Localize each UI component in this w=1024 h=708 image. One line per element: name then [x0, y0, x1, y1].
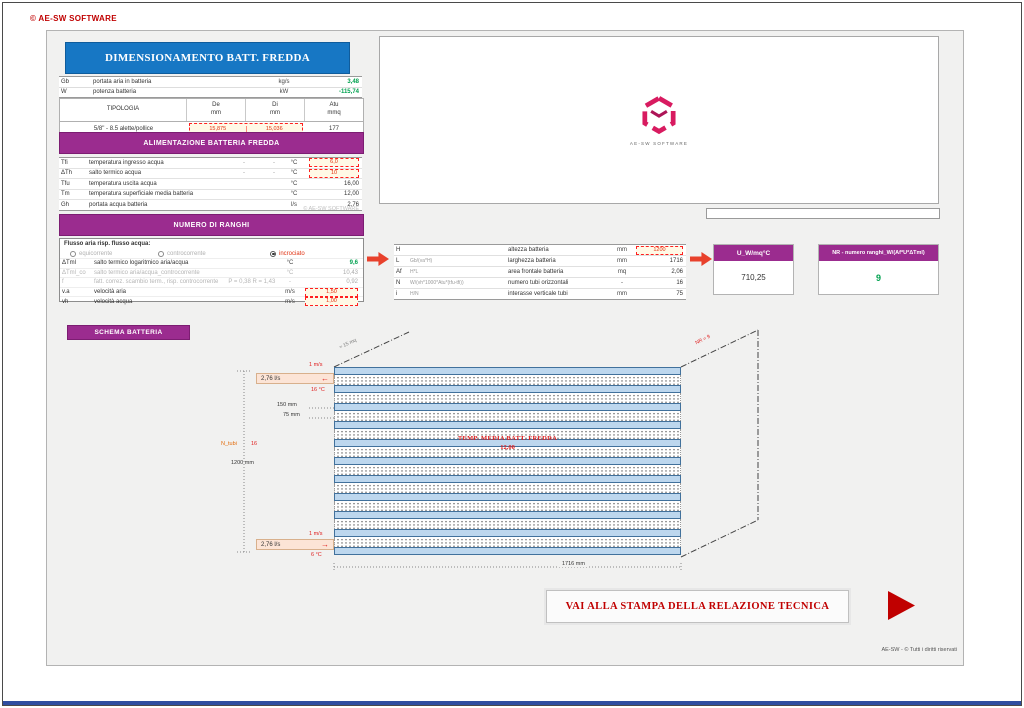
tipologia-row-label: 5/8" - 8.5 alette/pollice	[93, 126, 154, 132]
footer-copyright: AE-SW - © Tutti i diritti riservati	[881, 647, 957, 653]
cell-value: 1716	[669, 258, 683, 264]
table-row	[394, 278, 686, 289]
flow-value-top: 2,76 l/s	[261, 375, 281, 382]
cell-unit: °C	[286, 260, 294, 267]
diag-surface-label: ≈ 15 mq	[338, 337, 358, 351]
copyright-text: © AE-SW SOFTWARE	[30, 14, 117, 23]
pitch-75: 75 mm	[283, 412, 300, 418]
cell-code: Af	[396, 269, 402, 275]
atu-value: 177	[328, 126, 339, 132]
battery-temp-value: 12,00	[500, 444, 515, 451]
cell-mid	[237, 170, 281, 176]
cell-code: Gb	[61, 78, 70, 85]
tube-row	[334, 529, 681, 537]
cell-value[interactable]: 1200	[636, 246, 683, 255]
cell-unit: mq	[617, 269, 627, 275]
ranghi-box	[59, 238, 364, 305]
dash: -	[243, 170, 245, 177]
cell-value-wrap	[634, 269, 686, 275]
cell-code: W	[61, 89, 67, 96]
water-temp-in: 6 °C	[311, 552, 322, 558]
width-dimension: 1716 mm	[559, 561, 588, 567]
de-value[interactable]: 15,875	[190, 126, 247, 132]
cell-value: 16	[676, 280, 683, 286]
cell-formula: Gb/(va*H)	[410, 258, 433, 264]
tube-row	[334, 367, 681, 375]
fin-row	[334, 483, 681, 493]
cell-value-wrap	[634, 246, 686, 255]
aesw-logo-icon	[638, 94, 680, 136]
arrow-right-icon	[367, 252, 389, 266]
radio-label: incrociato	[279, 250, 305, 257]
cell-value-wrap	[634, 258, 686, 264]
cell-value: 0,92	[346, 279, 358, 286]
cell-value-wrap	[303, 260, 361, 266]
cell-desc: altezza batteria	[508, 247, 549, 253]
cell-value-wrap	[307, 181, 362, 187]
table-row	[60, 268, 363, 278]
cell-code: ΔTml	[62, 260, 77, 267]
arrow-right-icon	[690, 252, 712, 266]
cell-code: vh	[62, 298, 69, 305]
table-row	[59, 77, 362, 88]
cell-value: 3,48	[347, 78, 359, 85]
radio-icon[interactable]	[70, 251, 76, 257]
tube-row	[334, 439, 681, 447]
radio-option-incrociato[interactable]	[270, 251, 305, 257]
tube-row	[334, 403, 681, 411]
cell-extra: P = 0,38 R = 1,43	[228, 279, 276, 286]
print-report-button[interactable]	[546, 590, 849, 623]
logo-caption: AE-SW SOFTWARE	[629, 141, 689, 146]
cell-value[interactable]: 10	[309, 169, 359, 178]
table-row	[60, 258, 363, 268]
cell-value: 16,00	[343, 180, 359, 187]
fin-row	[334, 519, 681, 529]
cell-unit: l/s	[291, 201, 297, 208]
watermark-text: © AE-SW SOFTWARE	[303, 206, 359, 212]
section-header-ranghi: NUMERO DI RANGHI	[59, 214, 364, 236]
table-row	[59, 88, 362, 98]
radio-icon[interactable]	[270, 251, 276, 257]
fin-row	[334, 501, 681, 511]
cell-value: 75	[676, 291, 683, 297]
water-flow-bottom: 2,76 l/s →	[256, 539, 334, 550]
cell-value[interactable]: 1,50	[305, 288, 358, 297]
table-row	[60, 277, 363, 287]
cell-desc: potenza batteria	[93, 89, 137, 96]
logo-panel	[379, 36, 939, 204]
cell-unit: mm	[617, 291, 627, 297]
cell-code: f	[62, 279, 64, 286]
cell-desc: salto termico acqua	[89, 170, 142, 177]
cell-value: 2,76	[347, 201, 359, 208]
geometry-table	[394, 244, 686, 300]
cell-value-wrap	[634, 291, 686, 297]
tube-row	[334, 493, 681, 501]
cell-code: H	[396, 247, 401, 253]
cell-unit: kg/s	[278, 78, 290, 85]
table-row	[59, 190, 362, 201]
cell-desc: larghezza batteria	[508, 258, 556, 264]
battery-drawing	[334, 367, 681, 555]
cell-code: Gh	[61, 201, 70, 208]
cell-desc: numero tubi orizzontali	[508, 280, 569, 286]
table-row	[60, 287, 363, 297]
worksheet-panel	[46, 30, 964, 666]
dash: -	[273, 170, 275, 177]
cell-value-wrap	[307, 169, 362, 178]
cell-unit: -	[289, 279, 291, 286]
cell-code: Tfi	[61, 159, 68, 166]
fin-row	[334, 375, 681, 385]
cell-desc: temperatura ingresso acqua	[89, 159, 164, 166]
tube-row	[334, 421, 681, 429]
cell-value: 12,00	[343, 191, 359, 198]
section-header-alimentazione: ALIMENTAZIONE BATTERIA FREDDA	[59, 132, 364, 154]
cell-desc: interasse verticale tubi	[508, 291, 568, 297]
cell-value-wrap	[307, 191, 362, 197]
cell-value: -115,74	[338, 89, 359, 96]
cell-desc: velocità aria	[94, 289, 127, 296]
radio-icon[interactable]	[158, 251, 164, 257]
col-de: De mm	[187, 99, 246, 121]
col-atu: Atu mmq	[327, 102, 341, 116]
diag-ranks-label: NR = 9	[694, 333, 712, 347]
cell-unit: °C	[290, 159, 298, 166]
cell-code: Tfu	[61, 180, 70, 187]
cell-value: 10,43	[342, 269, 358, 276]
water-temp-out: 16 °C	[311, 387, 325, 393]
page-title: DIMENSIONAMENTO BATT. FREDDA	[65, 42, 350, 74]
nr-ranks-box	[818, 244, 939, 295]
cell-mid	[237, 160, 281, 166]
cell-value-wrap	[303, 270, 361, 276]
table-row	[59, 179, 362, 190]
pitch-150: 150 mm	[277, 402, 297, 408]
height-dimension: 1200 mm	[231, 460, 254, 466]
cell-code: ΔTml_co	[62, 269, 86, 276]
cell-value: 9,6	[349, 260, 358, 267]
flow-value-bottom: 2,76 l/s	[261, 541, 281, 548]
u-box-value: 710,25	[714, 261, 793, 294]
dash: -	[243, 159, 245, 166]
cell-desc: portata aria in batteria	[93, 78, 152, 85]
cell-unit: °C	[290, 191, 298, 198]
water-speed-top: 1 m/s	[309, 362, 323, 368]
tube-row	[334, 475, 681, 483]
dash: -	[273, 159, 275, 166]
table-row	[59, 169, 362, 180]
schema-section-label: SCHEMA BATTERIA	[67, 325, 190, 340]
fin-row	[334, 429, 681, 439]
tube-row	[334, 457, 681, 465]
bottom-blue-bar	[3, 701, 1021, 705]
battery-temp-label: TEMP. MEDIA BATT. FREDDA	[457, 435, 558, 442]
cell-desc: salto termico logaritmico aria/acqua	[94, 260, 189, 267]
cell-value: 2,06	[671, 269, 683, 275]
fin-row	[334, 537, 681, 547]
ranghi-table	[60, 258, 363, 306]
cell-unit: -	[621, 280, 623, 286]
tube-row	[334, 511, 681, 519]
cell-code: Tm	[61, 191, 70, 198]
tube-row	[334, 547, 681, 555]
cell-value-wrap	[303, 288, 361, 297]
summary-table	[59, 76, 362, 98]
cell-desc: fatt. correz. scambio term., risp. controcorrente P = 0,38 R = 1,43	[94, 279, 276, 286]
alimentazione-table	[59, 157, 362, 211]
cell-unit: °C	[290, 180, 298, 187]
cell-unit: mm	[617, 258, 627, 264]
cell-unit: °C	[290, 170, 298, 177]
cell-value[interactable]: 1,00	[305, 297, 358, 306]
cell-desc: salto termico aria/acqua_controcorrente	[94, 269, 200, 276]
n-tubes-label: N_tubi	[221, 441, 237, 447]
cell-value-wrap	[634, 280, 686, 286]
print-report-label: VAI ALLA STAMPA DELLA RELAZIONE TECNICA	[565, 601, 830, 612]
cell-value[interactable]: 6,0	[309, 158, 359, 167]
cell-formula: H*L	[410, 269, 419, 275]
fin-row	[334, 447, 681, 457]
go-arrow-button[interactable]	[888, 591, 915, 620]
table-row	[394, 256, 686, 267]
cell-code: L	[396, 258, 400, 264]
cell-desc: area frontale batteria	[508, 269, 564, 275]
fin-row	[334, 465, 681, 475]
cell-code: N	[396, 280, 401, 286]
col-di: Di mm	[246, 99, 305, 121]
cell-unit: °C	[286, 269, 294, 276]
cell-value-wrap	[303, 279, 361, 285]
table-row	[394, 289, 686, 299]
water-speed-bottom: 1 m/s	[309, 531, 323, 537]
table-row	[394, 267, 686, 278]
cell-unit: m/s	[285, 298, 295, 305]
cell-unit: m/s	[285, 289, 295, 296]
cell-value-wrap	[303, 297, 361, 306]
radio-option-controcorrente[interactable]	[158, 251, 270, 257]
u-coefficient-box	[713, 244, 794, 295]
nr-box-header: NR - numero ranghi_W/(Af*U*ΔTml)	[819, 245, 938, 261]
radio-option-equicorrente[interactable]	[70, 251, 158, 257]
table-row	[394, 245, 686, 256]
nr-box-value: 9	[819, 261, 938, 294]
water-flow-top: 2,76 l/s ←	[256, 373, 334, 384]
fin-row	[334, 393, 681, 403]
cell-desc: temperatura uscita acqua	[89, 180, 157, 187]
di-value[interactable]: 15,036	[265, 126, 283, 132]
cell-unit: mm	[617, 247, 627, 253]
tube-row	[334, 385, 681, 393]
n-tubes-value: 16	[251, 441, 258, 447]
radio-label: controcorrente	[167, 250, 206, 257]
table-row	[60, 296, 363, 306]
cell-formula: W/(vh*1000*Atu*(tfu-tfi))	[410, 280, 464, 286]
table-row	[59, 158, 362, 169]
cell-desc: temperatura superficiale media batteria	[89, 191, 194, 198]
cell-unit: kW	[279, 89, 289, 96]
cell-code: v.a	[62, 289, 70, 296]
cell-value-wrap	[307, 158, 362, 167]
fin-row	[334, 411, 681, 421]
cell-desc: portata acqua batteria	[89, 201, 148, 208]
cell-code: ΔTh	[61, 170, 73, 177]
radio-label: equicorrente	[79, 250, 113, 257]
cell-formula: H/N	[410, 291, 419, 297]
cell-desc: velocità acqua	[94, 298, 133, 305]
flow-direction-label: Flusso aria risp. flusso acqua:	[64, 241, 151, 247]
empty-strip	[706, 208, 940, 219]
tipologia-header: TIPOLOGIA	[60, 99, 187, 121]
cell-code: i	[396, 291, 398, 297]
u-box-header: U_W/mq°C	[714, 245, 793, 261]
flow-direction-options	[60, 249, 363, 258]
